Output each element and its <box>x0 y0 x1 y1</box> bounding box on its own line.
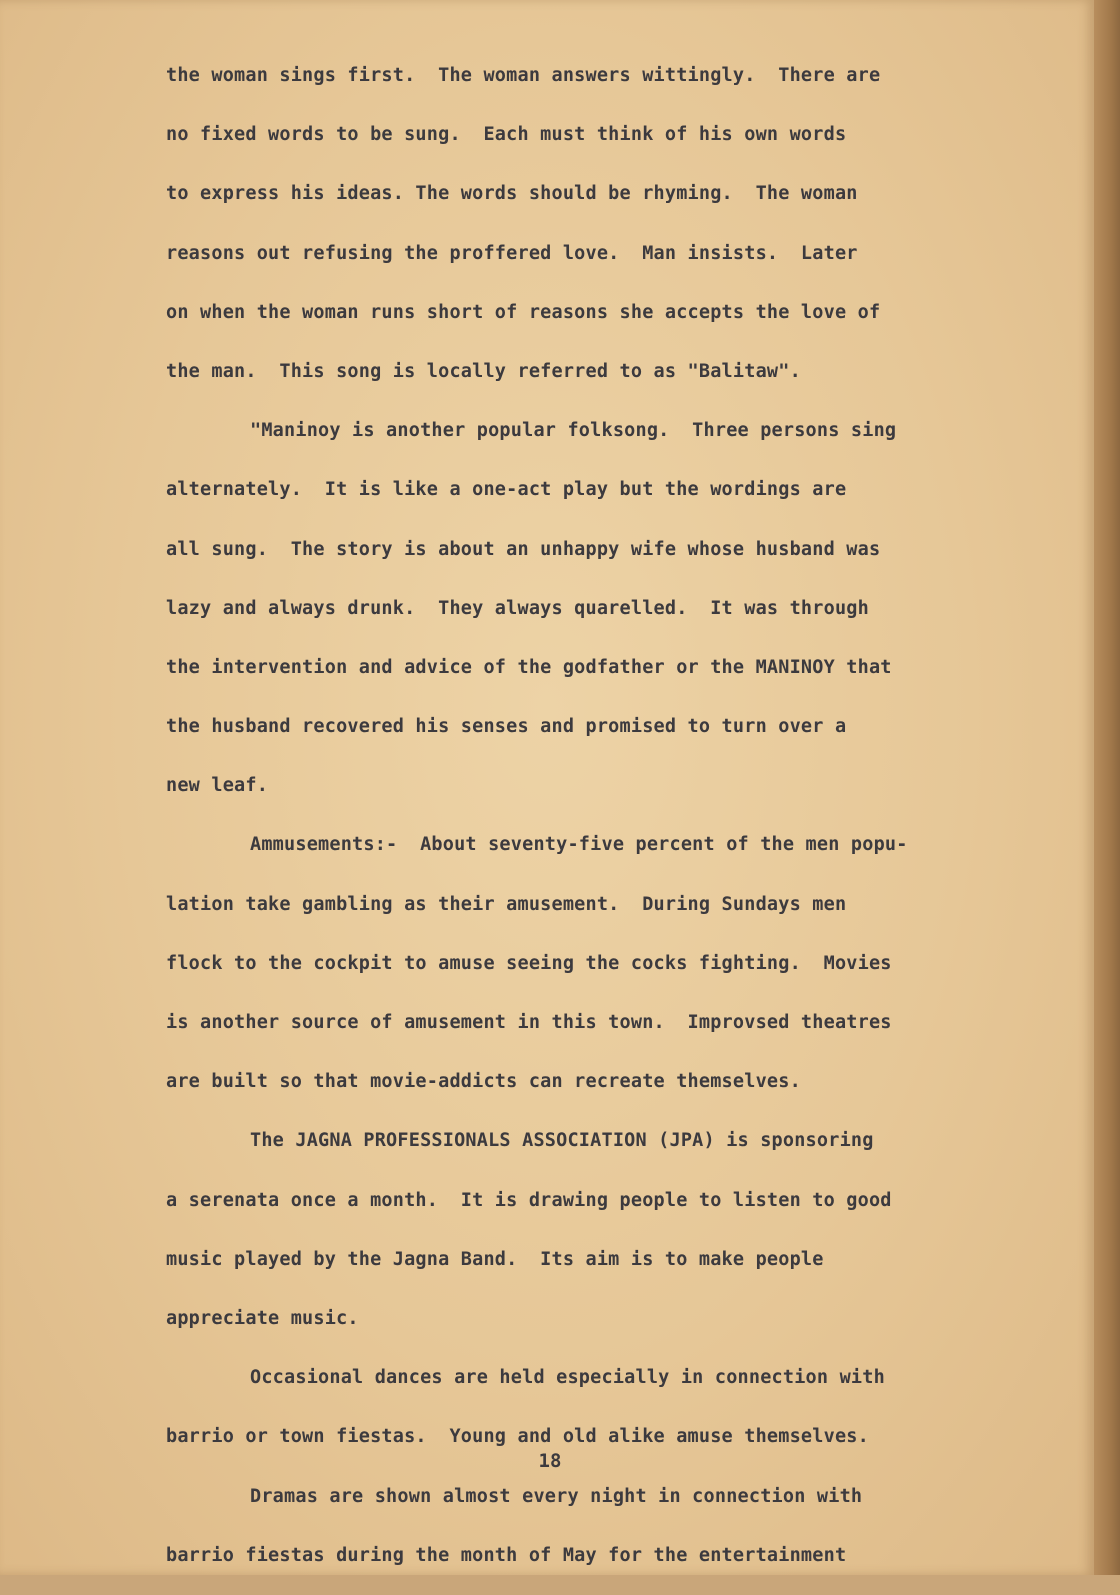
text-line: The JAGNA PROFESSIONALS ASSOCIATION (JPA) is sponsoring <box>250 1130 874 1152</box>
text-line: barrio fiestas during the month of May for the entertainment <box>166 1544 847 1566</box>
text-line: Occasional dances are held especially in connection with <box>250 1367 885 1389</box>
text-line: all sung. The story is about an unhappy wife whose husband was <box>166 538 881 560</box>
text-line: no fixed words to be sung. Each must think of his own words <box>166 124 847 146</box>
text-line: the man. This song is locally referred to as "Balitaw". <box>166 360 801 382</box>
text-line: music played by the Jagna Band. Its aim is to make people <box>166 1248 824 1270</box>
text-line: barrio or town fiestas. Young and old alike amuse themselves. <box>166 1426 869 1448</box>
text-line: alternately. It is like a one-act play but the wordings are <box>166 479 847 501</box>
text-line: the husband recovered his senses and promised to turn over a <box>166 716 847 738</box>
text-line: Ammusements:- About seventy-five percent of the men popu- <box>250 834 908 856</box>
text-line: is another source of amusement in this town. Improvsed theatres <box>166 1012 892 1033</box>
page-number: 18 <box>538 1450 562 1472</box>
text-line: "Maninoy is another popular folksong. Three persons sing <box>250 420 897 442</box>
text-line: the woman sings first. The woman answers wittingly. There are <box>166 65 881 86</box>
text-line: on when the woman runs short of reasons she accepts the love of <box>166 301 881 323</box>
text-line: a serenata once a month. It is drawing people to listen to good <box>166 1189 892 1211</box>
text-line: new leaf. <box>166 775 269 797</box>
text-line: to express his ideas. The words should be rhyming. The woman <box>166 183 858 205</box>
text-line: are built so that movie-addicts can recreate themselves. <box>166 1071 801 1093</box>
page-edge <box>1094 0 1120 1575</box>
text-line: appreciate music. <box>166 1307 359 1329</box>
text-line: Dramas are shown almost every night in connection with <box>250 1485 863 1507</box>
body-text <box>166 56 1046 1595</box>
text-line: the intervention and advice of the godfather or the MANINOY that <box>166 656 892 678</box>
text-line: lation take gambling as their amusement. During Sundays men <box>166 893 847 915</box>
text-line: reasons out refusing the proffered love. Man insists. Later <box>166 242 858 264</box>
text-line: flock to the cockpit to amuse seeing the cocks fighting. Movies <box>166 952 892 974</box>
text-line: lazy and always drunk. They always quarelled. It was through <box>166 597 869 619</box>
